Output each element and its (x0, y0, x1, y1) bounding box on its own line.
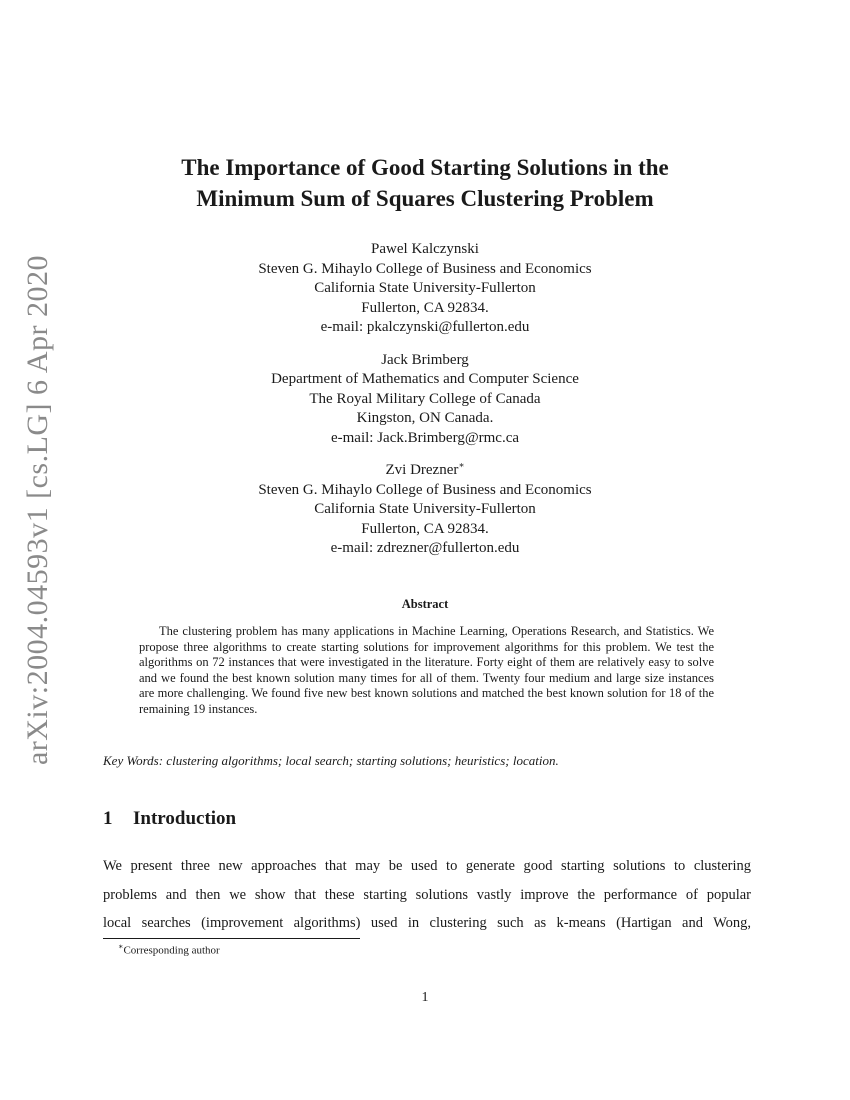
paper-title (0, 152, 850, 214)
author-name: Zvi Drezner∗ (385, 460, 465, 478)
author-name: Pawel Kalczynski (371, 241, 479, 257)
author-affiliation: Steven G. Mihaylo College of Business and Economics (258, 481, 592, 498)
author-address: Kingston, ON Canada. (356, 410, 494, 426)
footnote-divider (103, 938, 360, 939)
author-block-brimberg (0, 346, 850, 449)
author-address: Fullerton, CA 92834. (361, 299, 489, 316)
author-institution: The Royal Military College of Canada (309, 390, 541, 407)
abstract-heading: Abstract (401, 597, 449, 611)
author-name: Jack Brimberg (381, 351, 469, 368)
footnote-marker: ∗ (118, 942, 124, 951)
keywords: Key Words: clustering algorithms; local search; starting solutions; heuristics; location. (103, 753, 559, 768)
arxiv-identifier-text: arXiv:2004.04593v1 [cs.LG] 6 Apr 2020 (21, 254, 55, 766)
paragraph-line: problems and then we show that these starting solutions vastly improve the performance of popular (103, 886, 751, 903)
author-email: e-mail: pkalczynski@fullerton.edu (320, 319, 530, 335)
author-marker: ∗ (458, 460, 465, 470)
abstract-body: The clustering problem has many applications in Machine Learning, Operations Research, and Statistics. We propose three algorithms to create starting solutions for improvement algorithms for this problem. We test the algorithms on 72 instances that were investigated in the literature. Forty eight of them are relatively easy to solve and we found the best known solution many times for all of them. Twenty four medium and large size instances are more challenging. We found five new best known solutions and matched the best known solution for 18 of the remaining 19 instances. (139, 624, 714, 716)
paper-title-line-1: The Importance of Good Starting Solutions in the (181, 155, 669, 180)
section-heading-introduction (103, 808, 236, 830)
paragraph-line: We present three new approaches that may be used to generate good starting solutions to clustering (103, 858, 751, 874)
paper-title-line-2: Minimum Sum of Squares Clustering Problem (196, 186, 654, 211)
author-list (0, 235, 850, 567)
introduction-paragraph (103, 852, 751, 938)
section-title: Introduction (133, 808, 237, 829)
paragraph-line: local searches (improvement algorithms) used in clustering such as k-means (Hartigan and Wong, (103, 915, 751, 931)
footnote-text: Corresponding author (123, 944, 220, 957)
author-block-drezner (0, 456, 850, 559)
author-affiliation: Steven G. Mihaylo College of Business and Economics (258, 260, 592, 277)
footnote (118, 942, 220, 957)
author-email: e-mail: zdrezner@fullerton.edu (330, 540, 520, 556)
author-institution: California State University-Fullerton (314, 280, 536, 296)
author-email: e-mail: Jack.Brimberg@rmc.ca (330, 429, 520, 446)
author-address: Fullerton, CA 92834. (361, 520, 489, 537)
section-number: 1 (103, 808, 113, 829)
author-block-kalczynski (0, 235, 850, 338)
author-affiliation: Department of Mathematics and Computer Science (271, 371, 579, 387)
page-number: 1 (421, 990, 429, 1005)
author-institution: California State University-Fullerton (314, 501, 536, 517)
